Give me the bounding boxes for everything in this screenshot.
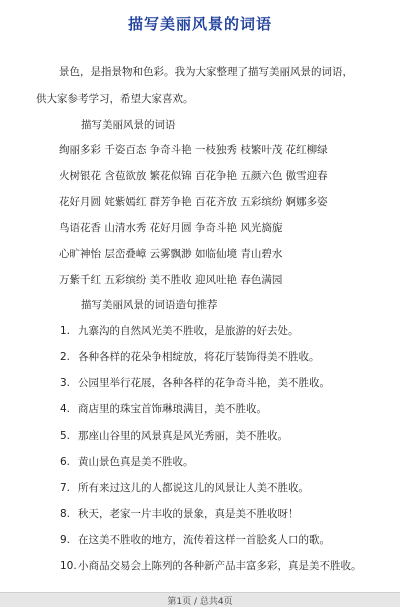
sentence-number: 1.	[60, 325, 71, 337]
sentence-text: 在这美不胜收的地方，流传着这样一首脍炙人口的歌。	[78, 534, 330, 546]
sentence-item	[60, 375, 330, 390]
document-title: 描写美丽风景的词语	[127, 15, 272, 33]
word-row: 绚丽多彩 千姿百态 争奇斗艳 一枝独秀 枝繁叶茂 花红柳绿	[59, 144, 328, 156]
sentence-item	[60, 349, 320, 364]
word-row: 火树银花 含苞欲放 繁花似锦 百花争艳 五颜六色 傲雪迎春	[59, 170, 328, 182]
sentence-number: 5.	[60, 430, 71, 442]
sentence-number: 9.	[60, 534, 71, 546]
word-row: 花好月圆 姹紫嫣红 群芳争艳 百花齐放 五彩缤纷 婀娜多姿	[59, 196, 328, 208]
word-row: 万紫千红 五彩缤纷 美不胜收 迎风吐艳 春色满园	[59, 274, 283, 286]
sentence-text: 所有来过这儿的人都说这儿的风景让人美不胜收。	[78, 482, 309, 494]
section-heading-words: 描写美丽风景的词语	[81, 119, 176, 131]
word-row: 鸟语花香 山清水秀 花好月圆 争奇斗艳 风光旖旎	[59, 222, 283, 234]
sentence-item	[60, 532, 330, 547]
sentence-item	[60, 480, 309, 495]
sentence-text: 黄山景色真是美不胜收。	[78, 456, 194, 468]
sentence-item	[60, 323, 299, 338]
section-heading-sentences: 描写美丽风景的词语造句推荐	[81, 299, 218, 311]
sentence-text: 商店里的珠宝首饰琳琅满目，美不胜收。	[78, 403, 267, 415]
sentence-text: 小商品交易会上陈列的各种新产品丰富多彩，真是美不胜收。	[78, 560, 362, 572]
sentence-item	[60, 401, 267, 416]
sentence-number: 6.	[60, 456, 71, 468]
sentence-item	[60, 558, 362, 573]
sentence-number: 10.	[60, 560, 77, 572]
sentence-number: 2.	[60, 351, 71, 363]
sentence-item	[60, 454, 194, 469]
sentence-text: 九寨沟的自然风光美不胜收，是旅游的好去处。	[78, 325, 299, 337]
sentence-number: 4.	[60, 403, 71, 415]
word-row: 心旷神怡 层峦叠嶂 云雾飘渺 如临仙境 青山碧水	[59, 248, 283, 260]
sentence-item	[60, 428, 288, 443]
page-footer	[0, 592, 400, 607]
sentence-item	[60, 506, 299, 521]
intro-line-2: 供大家参考学习，希望大家喜欢。	[36, 93, 194, 105]
sentence-text: 各种各样的花朵争相绽放，将花厅装饰得美不胜收。	[78, 351, 320, 363]
sentence-number: 3.	[60, 377, 71, 389]
sentence-number: 8.	[60, 508, 71, 520]
sentence-text: 秋天，老家一片丰收的景象，真是美不胜收呀！	[78, 508, 299, 520]
intro-line-1: 景色，是指景物和色彩。我为大家整理了描写美丽风景的词语，	[59, 66, 353, 78]
page-indicator: 第1页 / 总共4页	[167, 597, 233, 607]
sentence-number: 7.	[60, 482, 71, 494]
sentence-text: 公园里举行花展，各种各样的花争奇斗艳，美不胜收。	[78, 377, 330, 389]
sentence-text: 那座山谷里的风景真是风光秀丽，美不胜收。	[78, 430, 288, 442]
